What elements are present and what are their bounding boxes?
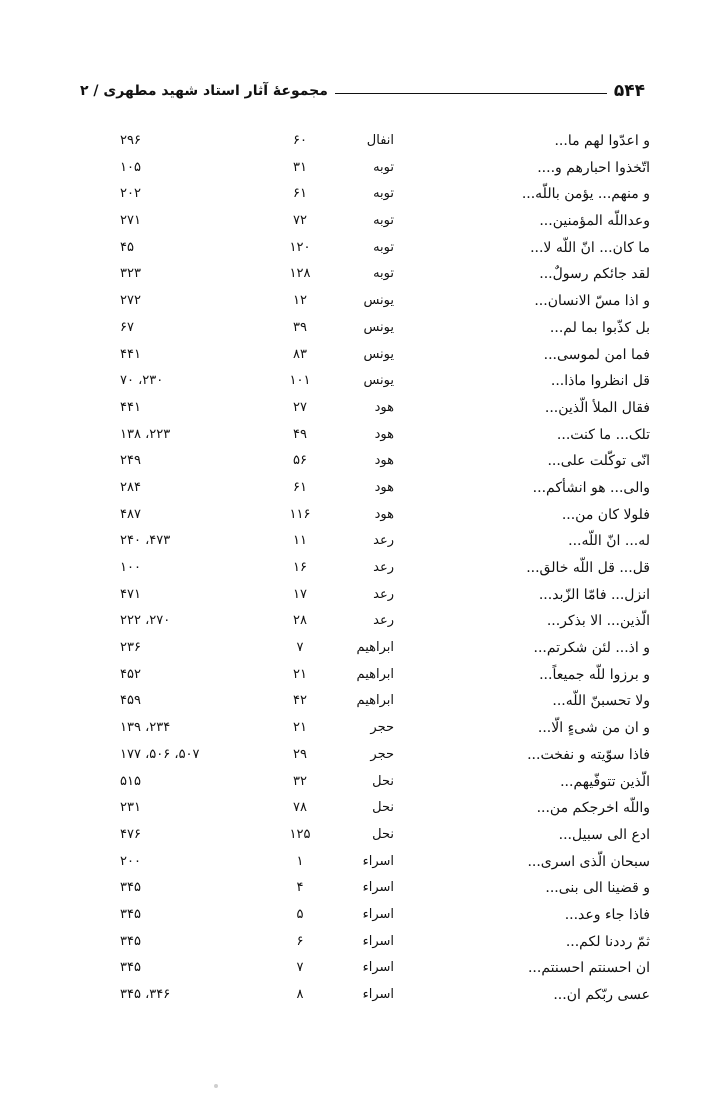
index-row bbox=[120, 582, 650, 609]
verse-number: ۳۹ bbox=[293, 319, 307, 335]
surah-name: یونس bbox=[363, 293, 394, 309]
index-row bbox=[120, 982, 650, 1009]
page-references: ۲۷۰، ۲۲۲ bbox=[120, 613, 171, 629]
surah-name: توبه bbox=[373, 239, 394, 255]
page-references: ۴۵۹ bbox=[120, 693, 141, 709]
verse-number: ۱۱ bbox=[293, 533, 307, 549]
index-row bbox=[120, 261, 650, 288]
index-row bbox=[120, 929, 650, 956]
verse-excerpt: لقد جائکم رسولٌ... bbox=[539, 266, 650, 283]
page-references: ۲۳۴، ۱۳۹ bbox=[120, 720, 171, 736]
surah-name: اسراء bbox=[362, 933, 394, 949]
page-references: ۱۰۵ bbox=[120, 159, 141, 175]
surah-name: هود bbox=[374, 479, 394, 495]
running-header bbox=[80, 80, 645, 106]
verse-excerpt: ان احسنتم احسنتم... bbox=[527, 960, 650, 977]
index-row bbox=[120, 368, 650, 395]
verse-excerpt: فاذا سوّیته و نفخت... bbox=[527, 746, 650, 763]
verse-excerpt: و قضینا الی بنی... bbox=[545, 880, 650, 897]
index-row bbox=[120, 528, 650, 555]
surah-name: نحل bbox=[372, 773, 394, 789]
page-references: ۳۴۵ bbox=[120, 880, 141, 896]
verse-number: ۶ bbox=[296, 933, 304, 949]
page-references: ۲۰۲ bbox=[120, 186, 141, 202]
verse-number: ۲۸ bbox=[293, 613, 307, 629]
page-references: ۴۷۶ bbox=[120, 826, 141, 842]
page-references: ۲۸۴ bbox=[120, 479, 141, 495]
surah-name: رعد bbox=[373, 586, 394, 602]
page-references: ۲۳۰، ۷۰ bbox=[120, 373, 164, 389]
index-row bbox=[120, 955, 650, 982]
scan-speck bbox=[214, 1084, 218, 1088]
index-row bbox=[120, 822, 650, 849]
surah-name: اسراء bbox=[362, 906, 394, 922]
index-row bbox=[120, 422, 650, 449]
verse-number: ۴ bbox=[296, 880, 304, 896]
verse-excerpt: انزل... فامّا الزّبد... bbox=[538, 586, 650, 603]
verse-excerpt: فما امن لموسی... bbox=[543, 346, 650, 363]
page-number: ۵۴۴ bbox=[613, 81, 645, 101]
page-references: ۶۷ bbox=[120, 319, 134, 335]
page-references: ۴۷۱ bbox=[120, 586, 141, 602]
surah-name: ابراهیم bbox=[356, 693, 394, 709]
page-references: ۲۲۳، ۱۳۸ bbox=[120, 426, 171, 442]
verse-number: ۱۲۵ bbox=[289, 826, 311, 842]
verse-excerpt: انّی توکّلت علی... bbox=[547, 453, 650, 470]
verse-number: ۲۱ bbox=[293, 666, 307, 682]
verse-number: ۵۶ bbox=[293, 453, 307, 469]
surah-name: حجر bbox=[370, 746, 394, 762]
page-references: ۲۴۹ bbox=[120, 453, 141, 469]
page-references: ۳۴۵ bbox=[120, 933, 141, 949]
surah-name: یونس bbox=[363, 373, 394, 389]
verse-number: ۸ bbox=[296, 987, 304, 1002]
verse-number: ۱ bbox=[296, 853, 304, 869]
page-references: ۴۷۳، ۲۴۰ bbox=[120, 533, 171, 549]
surah-name: نحل bbox=[372, 826, 394, 842]
verse-excerpt: فقال الملأ الّذین... bbox=[544, 399, 650, 416]
verse-number: ۵ bbox=[296, 906, 304, 922]
page-references: ۲۰۰ bbox=[120, 853, 141, 869]
verse-excerpt: و اذ... لئن شکرتم... bbox=[533, 640, 650, 657]
index-row bbox=[120, 795, 650, 822]
surah-name: یونس bbox=[363, 346, 394, 362]
book-title: مجموعهٔ آثار استاد شهید مطهری / ۲ bbox=[80, 83, 328, 99]
verse-excerpt: تلک... ما کنت... bbox=[556, 426, 650, 443]
verse-number: ۱۲۰ bbox=[289, 239, 311, 255]
verse-number: ۱۲۸ bbox=[289, 266, 311, 282]
index-row bbox=[120, 608, 650, 635]
page-references: ۴۵۲ bbox=[120, 666, 141, 682]
surah-name: رعد bbox=[373, 613, 394, 629]
verse-number: ۸۳ bbox=[293, 346, 307, 362]
verse-excerpt: وعداللّه المؤمنین... bbox=[539, 213, 650, 230]
index-row bbox=[120, 181, 650, 208]
index-row bbox=[120, 315, 650, 342]
index-row bbox=[120, 342, 650, 369]
surah-name: هود bbox=[374, 399, 394, 415]
surah-name: اسراء bbox=[362, 880, 394, 896]
verse-number: ۱۰۱ bbox=[289, 373, 311, 389]
surah-name: اسراء bbox=[362, 987, 394, 1002]
verse-excerpt: و اعدّوا لهم ما... bbox=[554, 133, 650, 149]
surah-name: هود bbox=[374, 453, 394, 469]
verse-number: ۷ bbox=[296, 640, 304, 656]
index-row bbox=[120, 715, 650, 742]
verse-number: ۱۲ bbox=[293, 293, 307, 309]
page-references: ۴۴۱ bbox=[120, 399, 141, 415]
verse-excerpt: والی... هو انشأکم... bbox=[532, 479, 650, 496]
index-row bbox=[120, 662, 650, 689]
index-row bbox=[120, 769, 650, 796]
index-row bbox=[120, 849, 650, 876]
index-row bbox=[120, 555, 650, 582]
verse-number: ۷ bbox=[296, 960, 304, 976]
verse-excerpt: قل... قل اللّه خالق... bbox=[526, 560, 650, 576]
verse-excerpt: سبحان الّذی اسری... bbox=[527, 853, 650, 870]
index-row bbox=[120, 128, 650, 155]
page-references: ۳۴۶، ۳۴۵ bbox=[120, 987, 171, 1002]
verse-number: ۲۹ bbox=[293, 746, 307, 762]
verse-excerpt: اتّخذوا احبارهم و.... bbox=[537, 159, 650, 176]
surah-name: اسراء bbox=[362, 960, 394, 976]
verse-number: ۴۲ bbox=[293, 693, 307, 709]
page-references: ۳۲۳ bbox=[120, 266, 141, 282]
verse-excerpt: و اذا مسّ الانسان... bbox=[534, 293, 650, 310]
verse-excerpt: ولا تحسبنّ اللّه... bbox=[552, 693, 650, 710]
index-row bbox=[120, 742, 650, 769]
verse-number: ۲۷ bbox=[293, 399, 307, 415]
page-references: ۱۰۰ bbox=[120, 560, 141, 575]
index-row bbox=[120, 688, 650, 715]
page-references: ۴۴۱ bbox=[120, 346, 141, 362]
index-row bbox=[120, 875, 650, 902]
page-references: ۵۰۷، ۵۰۶، ۱۷۷ bbox=[120, 746, 200, 762]
index-row bbox=[120, 635, 650, 662]
surah-name: توبه bbox=[373, 159, 394, 175]
verse-number: ۷۲ bbox=[293, 213, 307, 229]
verse-excerpt: فلولا کان من... bbox=[561, 506, 650, 523]
verse-excerpt: و منهم... یؤمن باللّه... bbox=[521, 186, 650, 203]
page-references: ۴۵ bbox=[120, 239, 134, 255]
page-references: ۳۴۵ bbox=[120, 906, 141, 922]
verse-excerpt: الّذین... الا بذکر... bbox=[546, 613, 650, 630]
verse-excerpt: بل کذّبوا بما لم... bbox=[549, 319, 650, 336]
verse-number: ۶۱ bbox=[293, 479, 307, 495]
index-row bbox=[120, 235, 650, 262]
verse-number: ۴۹ bbox=[293, 426, 307, 442]
verse-number: ۱۶ bbox=[293, 560, 307, 575]
verse-number: ۶۱ bbox=[293, 186, 307, 202]
page-references: ۳۴۵ bbox=[120, 960, 141, 976]
verse-excerpt: قل انظروا ماذا... bbox=[550, 373, 650, 390]
surah-name: نحل bbox=[372, 800, 394, 816]
verse-excerpt: فاذا جاء وعد... bbox=[564, 906, 650, 923]
verse-number: ۳۱ bbox=[293, 159, 307, 175]
index-row bbox=[120, 288, 650, 315]
surah-name: رعد bbox=[373, 560, 394, 575]
verse-excerpt: واللّه اخرجکم من... bbox=[536, 800, 650, 817]
verse-number: ۲۱ bbox=[293, 720, 307, 736]
index-row bbox=[120, 208, 650, 235]
verse-excerpt: عسی ربّکم ان... bbox=[553, 987, 650, 1003]
index-row bbox=[120, 902, 650, 929]
page-references: ۲۹۶ bbox=[120, 133, 141, 148]
verse-excerpt: ما کان... انّ اللّه لا... bbox=[530, 239, 650, 256]
surah-name: توبه bbox=[373, 186, 394, 202]
surah-name: حجر bbox=[370, 720, 394, 736]
page-references: ۵۱۵ bbox=[120, 773, 141, 789]
surah-name: توبه bbox=[373, 266, 394, 282]
verse-number: ۱۱۶ bbox=[289, 506, 311, 522]
surah-name: اسراء bbox=[362, 853, 394, 869]
surah-name: هود bbox=[374, 426, 394, 442]
index-row bbox=[120, 155, 650, 182]
verse-excerpt: و برزوا للّه جمیعاً... bbox=[539, 666, 650, 683]
surah-name: توبه bbox=[373, 213, 394, 229]
surah-name: رعد bbox=[373, 533, 394, 549]
surah-name: انفال bbox=[366, 133, 394, 148]
verse-excerpt: ادع الی سبیل... bbox=[558, 826, 650, 843]
verse-excerpt: و ان من شیءٍ الّا... bbox=[537, 720, 650, 737]
verse-number: ۳۲ bbox=[293, 773, 307, 789]
header-rule bbox=[335, 93, 607, 94]
surah-name: ابراهیم bbox=[356, 640, 394, 656]
index-row bbox=[120, 502, 650, 529]
verse-excerpt: ثمّ رددنا لکم... bbox=[565, 933, 650, 950]
page-references: ۲۳۶ bbox=[120, 640, 141, 656]
verse-number: ۱۷ bbox=[293, 586, 307, 602]
page-references: ۲۷۱ bbox=[120, 213, 141, 229]
index-row bbox=[120, 395, 650, 422]
page-references: ۴۸۷ bbox=[120, 506, 141, 522]
surah-name: ابراهیم bbox=[356, 666, 394, 682]
page-references: ۲۳۱ bbox=[120, 800, 141, 816]
index-row bbox=[120, 448, 650, 475]
verse-excerpt: له... انّ اللّه... bbox=[568, 533, 650, 550]
surah-name: یونس bbox=[363, 319, 394, 335]
page-references: ۲۷۲ bbox=[120, 293, 141, 309]
verse-number: ۶۰ bbox=[293, 133, 307, 148]
surah-name: هود bbox=[374, 506, 394, 522]
verse-excerpt: الّذین تتوفّیهم... bbox=[560, 773, 650, 790]
index-row bbox=[120, 475, 650, 502]
verse-index-table bbox=[120, 128, 650, 1009]
verse-number: ۷۸ bbox=[293, 800, 307, 816]
